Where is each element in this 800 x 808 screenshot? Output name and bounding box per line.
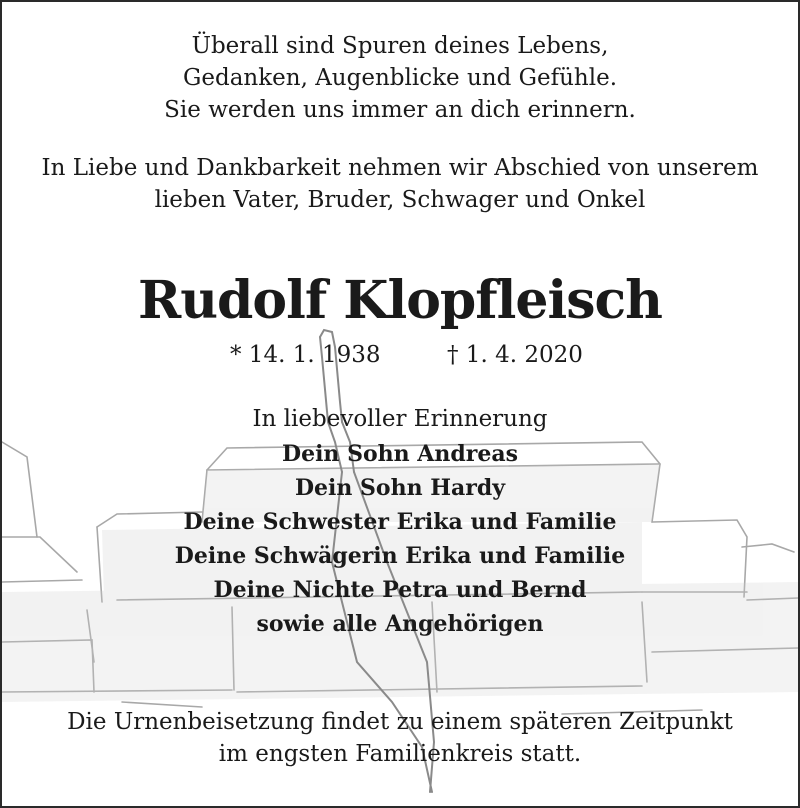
memory-heading: In liebevoller Erinnerung [252,406,548,432]
birth-date: * 14. 1. 1938 [230,342,381,368]
mourner: Dein Sohn Hardy [294,475,506,501]
intro-line: In Liebe und Dankbarkeit nehmen wir Abschied von unserem [41,155,759,181]
mourner: sowie alle Angehörigen [256,611,544,637]
mourner: Deine Schwester Erika und Familie [183,509,617,535]
burial-note [2,706,798,770]
mourner: Deine Schwägerin Erika und Familie [174,543,626,569]
death-date: † 1. 4. 2020 [447,342,583,368]
poem-line: Überall sind Spuren deines Lebens, [191,33,609,59]
mourner: Dein Sohn Andreas [282,441,518,467]
footer-line: im engsten Familienkreis statt. [218,741,582,767]
life-dates [2,342,798,376]
mourner: Deine Nichte Petra und Bernd [213,577,587,603]
poem-line: Gedanken, Augenblicke und Gefühle. [182,65,618,91]
mourners-list [2,437,798,641]
farewell-intro [2,152,798,216]
poem-line: Sie werden uns immer an dich erinnern. [164,97,636,123]
footer-line: Die Urnenbeisetzung findet zu einem späteren Zeitpunkt [67,709,733,735]
intro-line: lieben Vater, Bruder, Schwager und Onkel [154,187,646,213]
poem [2,30,798,126]
deceased-name: Rudolf Klopfleisch [138,270,662,331]
